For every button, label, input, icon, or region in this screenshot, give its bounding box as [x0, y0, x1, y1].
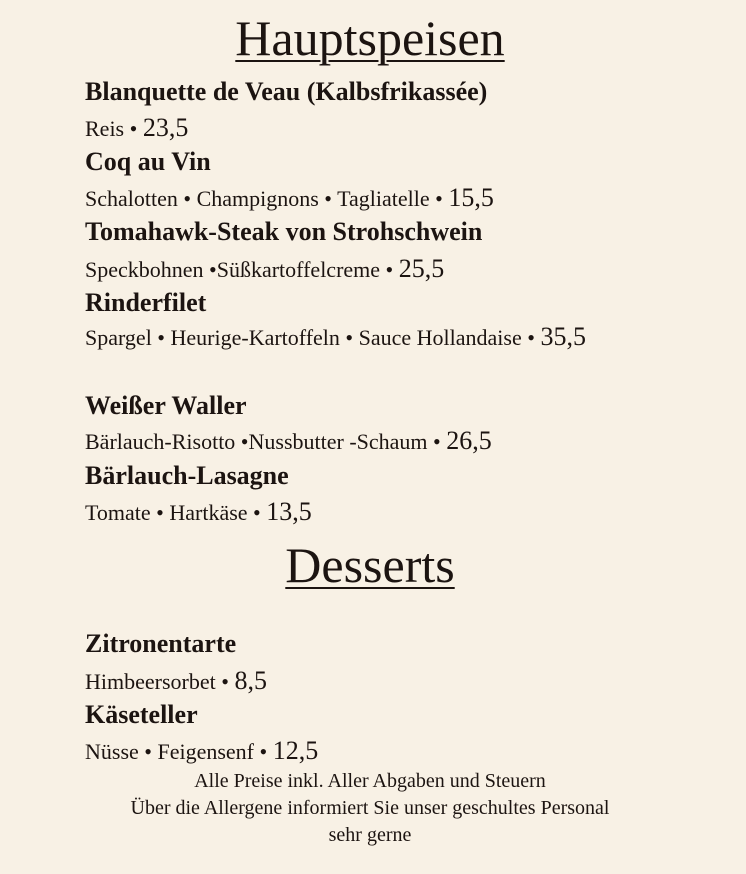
- dessert-item-description: Himbeersorbet • 8,5: [85, 666, 267, 695]
- footer-allergen-note-continued: sehr gerne: [328, 824, 412, 846]
- dessert-item-description: Nüsse • Feigensenf • 12,5: [85, 736, 319, 765]
- menu-item-name: Weißer Waller: [85, 391, 247, 420]
- dessert-item-name: Käseteller: [85, 700, 198, 729]
- desserts-heading: Desserts: [285, 537, 455, 593]
- dessert-item-price: 8,5: [234, 666, 267, 695]
- menu-item-description: Schalotten • Champignons • Tagliatelle • 15,5: [85, 183, 494, 212]
- menu-item-description: Reis • 23,5: [85, 113, 189, 142]
- menu-item-name: Tomahawk-Steak von Strohschwein: [85, 217, 483, 246]
- menu-item-price: 26,5: [446, 426, 492, 455]
- menu-item-name: Coq au Vin: [85, 147, 211, 176]
- dessert-item-price: 12,5: [272, 736, 319, 765]
- menu-item-price: 15,5: [448, 183, 494, 212]
- footer-allergen-note: Über die Allergene informiert Sie unser geschultes Personal: [130, 797, 610, 819]
- menu-item-name: Blanquette de Veau (Kalbsfrikassée): [85, 77, 488, 106]
- menu-item-price: 13,5: [266, 497, 312, 526]
- menu-item-description: Spargel • Heurige-Kartoffeln • Sauce Hollandaise • 35,5: [85, 322, 586, 351]
- menu-item-description: Bärlauch-Risotto •Nussbutter -Schaum • 26,5: [85, 426, 492, 455]
- menu-item-price: 35,5: [540, 322, 586, 351]
- menu-item-description: Tomate • Hartkäse • 13,5: [85, 497, 312, 526]
- menu-item-name: Rinderfilet: [85, 288, 207, 317]
- menu-item-price: 25,5: [398, 254, 445, 283]
- main-courses-heading: Hauptspeisen: [235, 10, 505, 66]
- menu-item-name: Bärlauch-Lasagne: [85, 461, 289, 490]
- menu-item-price: 23,5: [142, 113, 189, 142]
- menu-item-description: Speckbohnen •Süßkartoffelcreme • 25,5: [85, 254, 445, 283]
- dessert-item-name: Zitronentarte: [85, 629, 237, 658]
- footer-prices-note: Alle Preise inkl. Aller Abgaben und Steuern: [194, 770, 546, 792]
